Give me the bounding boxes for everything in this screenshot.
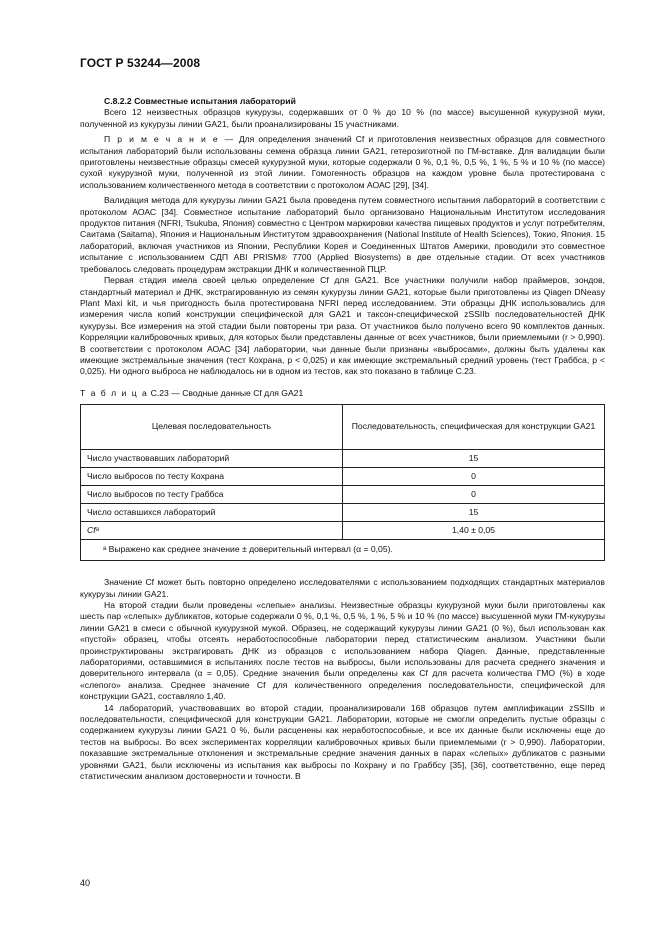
table-footnote: ᵃ Выражено как среднее значение ± доверительный интервал (α = 0,05). xyxy=(81,540,605,561)
table-cell-value: 0 xyxy=(343,486,605,504)
table-cell-label: Число участвовавших лабораторий xyxy=(81,450,343,468)
table-row xyxy=(81,504,605,522)
document-body xyxy=(80,96,605,782)
table-row xyxy=(81,522,605,540)
table-cell-value: 1,40 ± 0,05 xyxy=(343,522,605,540)
table-header-row xyxy=(81,405,605,450)
page-number: 40 xyxy=(80,878,91,888)
note-label: П р и м е ч а н и е — xyxy=(104,134,235,145)
table-row xyxy=(81,486,605,504)
paragraph-validation: Валидация метода для кукурузы линии GA21 была проведена путем совместного испытания лабораторий в соответствии с протоколом АОАС [34]. Совместное испытание лабораторий было организовано Национальным Институтом исследования продуктов питания (NFRI, Tsukuba, Япония) совместно с Центром маркировки качества пищевых продуктов и услуг потребителям, Саитама (Saitama), Япония и Национальным Институтом здравоохранения (National Institute of Health Sciences), Токио, Япония. 15 лабораторий, включая участников из Японии, Республики Корея и Соединенных Штатов Америки, проводили это совместное испытание с использованием СДП ABI PRISM® 7700 (Applied Biosystems) в две отдельные стадии. От всех участников требовалось следовать процедурам экстракции ДНК и количественной ПЦР. xyxy=(80,195,605,274)
table-caption xyxy=(80,388,605,399)
table-header-col1: Целевая последовательность xyxy=(81,405,343,450)
paragraph-second-stage: На второй стадии были проведены «слепые» анализы. Неизвестные образцы кукурузной муки были приготовлены как шесть пар «слепых» дубликатов, которые содержали 0 %, 0,1 %, 0,5 %, 1 %, 5 % и 10 % (по массе) высушенной муки ГМ-кукурузы линии GA21 в смеси с обычной кукурузной мукой. Образец, не содержащий кукурузы линии GA21 (0 %), был использован как «пустой» образец, чтобы отсеять неработоспособные лаборатории перед статистическим анализом. Участники были проинструктированы экстрагировать ДНК из образцов с использованием набора Qiagen. Данные, представленные лабораториями, оставшимися в испытаниях после тестов на выбросы, были использованы для расчета среднего значения и доверительного интервала (α = 0,05). Средние значения были определены как Cf для расчета количества ГМО (%) в ходе «слепого» анализа. Среднее значение Cf для количественного определения последовательности, специфической для конструкции GA21, составляло 1,40. xyxy=(80,599,605,702)
table-cell-label: Число оставшихся лабораторий xyxy=(81,504,343,522)
note-text: Для определения значений Cf и приготовления неизвестных образцов для совместного испытания лабораторий были использованы семена образца линии GA21, гетерозиготной по ГМ-вставке. Для валидации были приготовлены неизвестные образцы смесей кукурузной муки, которые содержали 0 %, 0,1 %, 0,5 %, 1 %, 5 % и 10 % (по массе) сухой кукурузной муки, полученной из этой линии. Гомогенность образцов на каждом уровне была протестирована с использованием количественного метода в соответствии с протоколом АОАС [29], [34]. xyxy=(80,134,605,190)
table-cell-label: Cfᵃ xyxy=(81,522,343,540)
paragraph-intro: Всего 12 неизвестных образцов кукурузы, содержавших от 0 % до 10 % (по массе) высушенной кукурузной муки, полученной из кукурузы линии GA21, были проанализированы 15 участниками. xyxy=(80,107,605,129)
table-cell-label: Число выбросов по тесту Кохрана xyxy=(81,468,343,486)
table-row xyxy=(81,468,605,486)
table-row xyxy=(81,450,605,468)
note-paragraph xyxy=(80,134,605,191)
section-title: С.8.2.2 Совместные испытания лабораторий xyxy=(104,96,296,106)
summary-table xyxy=(80,404,605,561)
paragraph-first-stage: Первая стадия имела своей целью определение Cf для GA21. Все участники получили набор праймеров, зондов, стандартный материал и ДНК, экстрагированную из семян кукурузы линии GA21, которые были приготовлены из Qiagen DNeasy Plant Maxi kit, и чья пригодность была протестирована NFRI перед исследованием. Эти образцы ДНК использовались для измерения числа копий конструкции специфической для GA21 и таксон-специфической zSSIIb последовательностей ДНК кукурузы. Все измерения на этой стадии были повторены три раза. От участников было получено всего 90 комплектов данных. Корреляции калибровочных кривых, для которых были представлены данные от всех участников, были приемлемыми (r > 0,990). В соответствии с протоколом АОАС [34] лаборатории, чьи данные были признаны «выбросами», должны быть удалены как имеющие экстремальные значения (тест Кохрана, p < 0,025) и как имеющие экстремальный средний уровень (тест Граббса, p < 0,025). Ни одного выброса не наблюдалось ни в одном из тестов, как это показано в таблице С.23. xyxy=(80,275,605,377)
table-caption-text: С.23 — Сводные данные Cf для GA21 xyxy=(148,387,304,398)
paragraph-cf-redetermination: Значение Cf может быть повторно определено исследователями с использованием подходящих стандартных материалов кукурузы линии GA21. xyxy=(80,577,605,599)
paragraph-results: 14 лабораторий, участвовавших во второй стадии, проанализировали 168 образцов путем амплификации zSSIIb и последовательности, специфической для конструкции GA21. Лаборатории, которые не смогли определить пустые образцы с содержанием кукурузы линии GA21 0 %, были расценены как неработоспособные, и все их данные были исключены еще до тестов на выбросы. Во всех экспериментах корреляции калибровочных кривых были приемлемыми (r > 0,990). Лаборатории, показавшие экстремальные отклонения и экстремальные средние значения данных в парах «слепых» дубликатов с разными уровнями GA21, были исключены из испытания как выбросы по Кохрану и по Граббсу [35], [36], соответственно, еще перед статистическим анализом достоверности и точности. В xyxy=(80,702,605,782)
table-cell-label: Число выбросов по тесту Граббса xyxy=(81,486,343,504)
table-header-col2: Последовательность, специфическая для конструкции GA21 xyxy=(343,405,605,450)
table-caption-label: Т а б л и ц а xyxy=(80,387,149,398)
table-cell-value: 15 xyxy=(343,450,605,468)
table-cell-value: 15 xyxy=(343,504,605,522)
table-footnote-row xyxy=(81,540,605,561)
document-header: ГОСТ Р 53244—2008 xyxy=(80,56,201,70)
table-cell-value: 0 xyxy=(343,468,605,486)
